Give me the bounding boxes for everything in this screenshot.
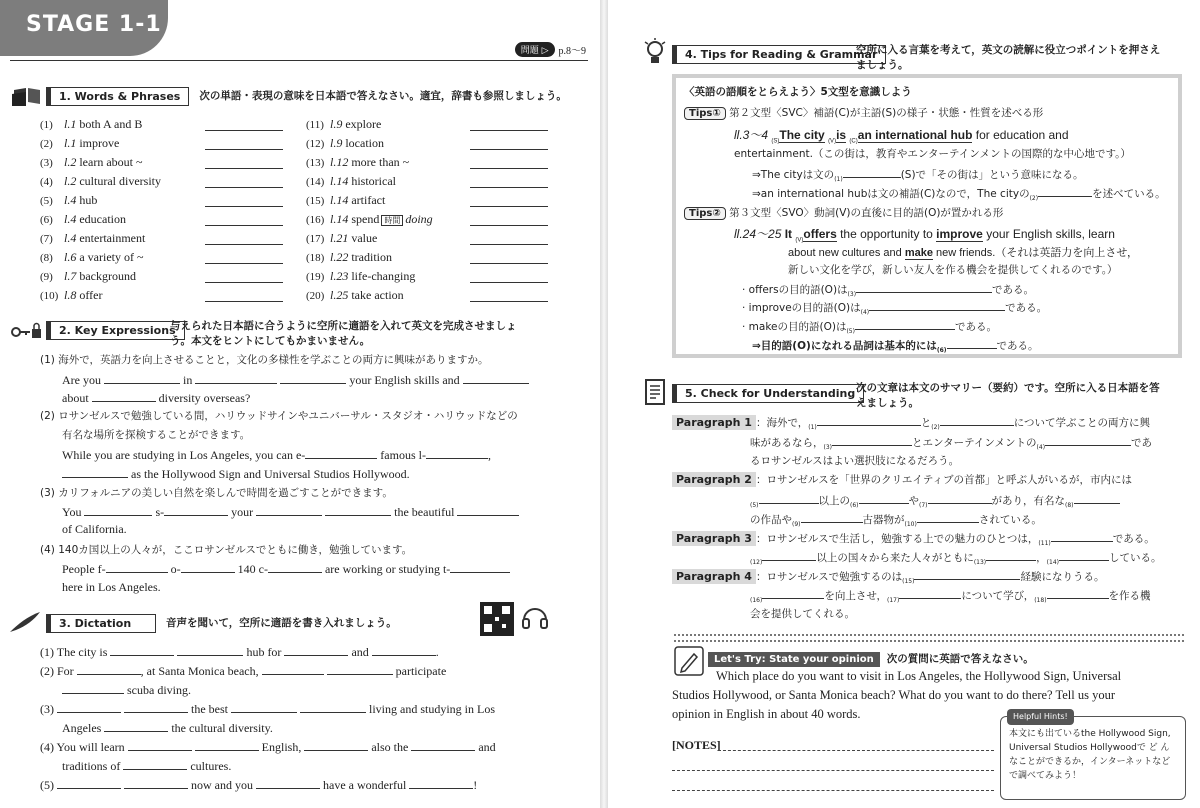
answer-blank[interactable] bbox=[77, 663, 141, 675]
answer-blank[interactable] bbox=[457, 504, 519, 516]
answer-blank[interactable] bbox=[1074, 492, 1120, 504]
answer-blank[interactable] bbox=[110, 644, 174, 656]
item-number: (4) bbox=[40, 176, 53, 188]
word-text: historical bbox=[351, 174, 396, 188]
answer-blank[interactable] bbox=[104, 372, 180, 384]
answer-blank[interactable] bbox=[1045, 434, 1131, 446]
word-text: location bbox=[345, 136, 384, 150]
line-reference: l.7 bbox=[64, 269, 77, 283]
section-2-header bbox=[46, 321, 185, 340]
notes-line[interactable] bbox=[672, 790, 994, 791]
answer-blank[interactable] bbox=[262, 663, 324, 675]
line-reference: l.1 bbox=[64, 136, 77, 150]
word-item bbox=[40, 288, 103, 303]
answer-blank[interactable] bbox=[300, 701, 366, 713]
item-number: (6) bbox=[40, 214, 53, 226]
notes-line[interactable] bbox=[672, 770, 994, 771]
key-q2-english-line1: While you are studying in Los Angeles, you can e- famous l- , bbox=[62, 448, 491, 462]
answer-blank[interactable] bbox=[256, 504, 322, 516]
line-reference: l.2 bbox=[64, 155, 77, 169]
key-q3-japanese: (3) カリフォルニアの美しい自然を楽しんで時間を過ごすことができます。 bbox=[40, 487, 393, 499]
word-text: value bbox=[351, 231, 378, 245]
answer-blank[interactable] bbox=[195, 372, 277, 384]
paragraph-4-line1: Paragraph 4 ：ロサンゼルスで勉強するのは$_{(15)}$ 経験になりうる。 bbox=[672, 568, 1104, 585]
word-item bbox=[40, 231, 146, 246]
answer-blank[interactable] bbox=[859, 492, 909, 504]
dictation-q3-line1: (3) the best living and studying in Los bbox=[40, 702, 495, 716]
word-item bbox=[306, 288, 404, 303]
line-reference: l.1 bbox=[64, 117, 77, 131]
item-number: (13) bbox=[306, 157, 325, 169]
word-text: hub bbox=[79, 193, 98, 207]
line-reference: l.9 bbox=[330, 136, 343, 150]
objective-improve: · improveの目的語(O)は$_{(4)}$ である。 bbox=[742, 299, 1047, 316]
line-reference: l.14 bbox=[330, 174, 349, 188]
word-item bbox=[40, 269, 136, 284]
word-text: learn about ~ bbox=[79, 155, 143, 169]
notebook-icon bbox=[642, 378, 668, 410]
answer-blank[interactable] bbox=[205, 176, 283, 188]
section-4-instruction-1: 空所に入る言葉を考えて，英文の読解に役立つポイントを押さえ bbox=[856, 44, 1161, 56]
tip2-pill: Tips② bbox=[684, 207, 726, 220]
answer-blank[interactable] bbox=[104, 720, 168, 732]
word-item bbox=[40, 212, 126, 227]
line-reference: l.23 bbox=[330, 269, 349, 283]
word-text: education bbox=[79, 212, 126, 226]
answer-blank[interactable] bbox=[759, 492, 819, 504]
word-text: both A and B bbox=[79, 117, 143, 131]
word-text: artifact bbox=[351, 193, 386, 207]
word-item bbox=[306, 231, 378, 246]
page-gutter bbox=[600, 0, 608, 808]
answer-blank[interactable] bbox=[762, 549, 816, 561]
answer-blank[interactable] bbox=[855, 318, 955, 330]
item-number: (7) bbox=[40, 233, 53, 245]
item-number: (11) bbox=[306, 119, 324, 131]
word-item bbox=[306, 269, 416, 284]
word-text: a variety of ~ bbox=[79, 250, 144, 264]
lets-try-question-2: Studios Hollywood, or Santa Monica beach? What do you want to do there? Tell us your bbox=[672, 688, 1116, 702]
dictation-q4-line1: (4) You will learn English, also the and bbox=[40, 740, 496, 754]
answer-blank[interactable] bbox=[128, 739, 192, 751]
divider-bottom bbox=[674, 640, 1184, 642]
section-4-instruction-2: ましょう。 bbox=[856, 59, 909, 71]
paragraph-2-line3: の作品や$_{(9)}$ 古器物が$_{(10)}$ されている。 bbox=[750, 511, 1042, 528]
notes-line[interactable] bbox=[718, 750, 994, 751]
book-icon bbox=[12, 86, 42, 110]
answer-blank[interactable] bbox=[986, 549, 1036, 561]
answer-blank[interactable] bbox=[92, 390, 156, 402]
answer-blank[interactable] bbox=[305, 447, 377, 459]
item-number: (3) bbox=[40, 157, 53, 169]
answer-blank[interactable] bbox=[409, 777, 473, 789]
dictation-q2-line1: (2) For , at Santa Monica beach, participate bbox=[40, 664, 447, 678]
answer-blank[interactable] bbox=[268, 561, 322, 573]
page-ref-pages: p.8〜9 bbox=[558, 46, 586, 57]
word-item bbox=[306, 117, 382, 132]
paragraph-4-line3: 会を提供してくれる。 bbox=[750, 608, 855, 620]
headphones-icon bbox=[520, 602, 550, 636]
answer-blank[interactable] bbox=[947, 337, 997, 349]
key-q3-english-line2: of California. bbox=[62, 522, 127, 536]
hint-line-2: Universal Studios Hollywoodで ど ん bbox=[1009, 743, 1170, 753]
top-rule bbox=[10, 60, 588, 61]
answer-blank[interactable] bbox=[470, 176, 548, 188]
key-q1-english-line2: about diversity overseas? bbox=[62, 391, 251, 405]
answer-blank[interactable] bbox=[1051, 530, 1113, 542]
word-text: explore bbox=[345, 117, 382, 131]
right-page bbox=[608, 0, 1200, 808]
answer-blank[interactable] bbox=[205, 233, 283, 245]
dictation-q4-line2: traditions of cultures. bbox=[62, 759, 232, 773]
line-reference: l.4 bbox=[64, 231, 77, 245]
page-ref-badge: 問題 ▷ bbox=[515, 42, 555, 57]
answer-blank[interactable] bbox=[801, 511, 863, 523]
answer-blank[interactable] bbox=[817, 414, 921, 426]
section-3-header bbox=[46, 614, 397, 633]
tip1-example-line1: ll.3〜4 $_{(S)}$The city $_{(V)}$is $_{(C)}$an international hub for education and bbox=[734, 128, 1069, 145]
key-q1-japanese: (1) 海外で，英語力を向上させることと，文化の多様性を学ぶことの両方に興味がありますか。 bbox=[40, 354, 489, 366]
answer-blank[interactable] bbox=[928, 492, 992, 504]
item-number: (10) bbox=[40, 290, 59, 302]
answer-blank[interactable] bbox=[832, 434, 912, 446]
answer-blank[interactable] bbox=[164, 504, 228, 516]
answer-blank[interactable] bbox=[470, 195, 548, 207]
answer-blank[interactable] bbox=[205, 157, 283, 169]
word-item bbox=[306, 174, 396, 189]
item-number: (12) bbox=[306, 138, 325, 150]
answer-blank[interactable] bbox=[62, 466, 128, 478]
objective-offers: · offersの目的語(O)は$_{(3)}$ である。 bbox=[742, 281, 1034, 298]
answer-blank[interactable] bbox=[205, 214, 283, 226]
answer-blank[interactable] bbox=[470, 252, 548, 264]
answer-blank[interactable] bbox=[205, 252, 283, 264]
answer-blank[interactable] bbox=[62, 682, 124, 694]
helpful-hints-tag: Helpful Hints! bbox=[1007, 709, 1074, 725]
answer-blank[interactable] bbox=[470, 233, 548, 245]
paragraph-4-pill: Paragraph 4 bbox=[672, 569, 756, 584]
answer-blank[interactable] bbox=[205, 290, 283, 302]
answer-blank[interactable] bbox=[470, 119, 548, 131]
answer-blank[interactable] bbox=[869, 299, 1005, 311]
answer-blank[interactable] bbox=[284, 644, 348, 656]
item-number: (20) bbox=[306, 290, 325, 302]
answer-blank[interactable] bbox=[205, 119, 283, 131]
answer-blank[interactable] bbox=[280, 372, 346, 384]
section-4-header bbox=[672, 45, 886, 64]
key-q4-japanese: (4) 140カ国以上の人々が，ここロサンゼルスでともに働き，勉強しています。 bbox=[40, 544, 413, 556]
section-5-header bbox=[672, 384, 864, 403]
line-reference: l.12 bbox=[330, 155, 349, 169]
section-5-instruction-2: えましょう。 bbox=[856, 397, 919, 409]
paragraph-2-line1: Paragraph 2 ：ロサンゼルスを「世界のクリエイティブの首都」と呼ぶ人がいるが，市内には bbox=[672, 472, 1132, 487]
quill-pen-icon bbox=[8, 610, 42, 638]
answer-blank[interactable] bbox=[124, 701, 188, 713]
answer-blank[interactable] bbox=[411, 739, 475, 751]
section-2-instruction-1: 与えられた日本語に合うように空所に適語を入れて英文を完成させましょ bbox=[170, 320, 517, 332]
qr-code-icon[interactable] bbox=[480, 602, 514, 640]
answer-blank[interactable] bbox=[195, 739, 259, 751]
item-number: (9) bbox=[40, 271, 53, 283]
item-number: (2) bbox=[40, 138, 53, 150]
answer-blank[interactable] bbox=[470, 214, 548, 226]
tip1-pill: Tips① bbox=[684, 107, 726, 120]
word-item bbox=[40, 117, 143, 132]
answer-blank[interactable] bbox=[177, 644, 243, 656]
paragraph-3-line2: $_{(12)}$ 以上の国々から来た人々がともに$_{(13)}$ ，$_{(14)}$ している。 bbox=[750, 549, 1161, 566]
dictation-q3-line2: Angeles the cultural diversity. bbox=[62, 721, 273, 735]
paragraph-1-pill: Paragraph 1 bbox=[672, 415, 756, 430]
item-number: (14) bbox=[306, 176, 325, 188]
objective-part-of-speech: ⇒目的語(O)になれる品詞は基本的には$_{(6)}$ である。 bbox=[752, 337, 1039, 354]
paragraph-2-line2: $_{(5)}$ 以上の$_{(6)}$ や$_{(7)}$ があり，有名な$_{(8)}$ bbox=[750, 492, 1120, 509]
word-item bbox=[40, 250, 144, 265]
answer-blank[interactable] bbox=[426, 447, 488, 459]
answer-blank[interactable] bbox=[372, 644, 436, 656]
paragraph-4-line2: $_{(16)}$ を向上させ，$_{(17)}$ について学び，$_{(18)}$ を作る機 bbox=[750, 587, 1151, 604]
word-text: improve bbox=[79, 136, 120, 150]
answer-blank[interactable] bbox=[327, 663, 393, 675]
section-5-instruction-1: 次の文章は本文のサマリー（要約）です。空所に入る日本語を答 bbox=[856, 382, 1160, 394]
word-item bbox=[306, 155, 410, 170]
key-q1-english-line1: Are you in your English skills and bbox=[62, 372, 529, 388]
paragraph-3-line1: Paragraph 3 ：ロサンゼルスで生活し，勉強する上での魅力のひとつは，$_{(11)}$ である。 bbox=[672, 530, 1155, 547]
section-1-instruction: 次の単語・表現の意味を日本語で答えなさい。適宜，辞書も参照しましょう。 bbox=[199, 90, 567, 102]
dictation-q1: (1) The city is hub for and . bbox=[40, 645, 439, 659]
paragraph-2-pill: Paragraph 2 bbox=[672, 472, 756, 487]
answer-blank[interactable] bbox=[205, 138, 283, 150]
answer-blank[interactable] bbox=[463, 372, 529, 384]
answer-blank[interactable] bbox=[256, 777, 320, 789]
answer-blank[interactable] bbox=[1038, 185, 1092, 197]
tip1-question-a: ⇒The cityは文の$_{(1)}$ (S)で「その街は」という意味になる。 bbox=[752, 166, 1084, 183]
answer-blank[interactable] bbox=[899, 587, 961, 599]
item-number: (17) bbox=[306, 233, 325, 245]
tip2-example-line3: 新しい文化を学び，新しい友人を作る機会を提供してくれるのです。） bbox=[788, 264, 1118, 276]
tips-box bbox=[672, 74, 1182, 358]
section-4-label: 4. Tips for Reading & Grammar bbox=[672, 45, 886, 64]
divider-top bbox=[674, 634, 1184, 636]
word-item bbox=[40, 136, 120, 151]
key-q2-japanese-2: 有名な場所を探検することができます。 bbox=[62, 429, 251, 441]
answer-blank[interactable] bbox=[917, 511, 979, 523]
notes-label: [NOTES] bbox=[672, 738, 721, 752]
answer-blank[interactable] bbox=[762, 587, 824, 599]
tip2-example-line1: ll.24〜25 It $_{(V)}$offers the opportunity to improve your English skills, learn bbox=[734, 227, 1115, 244]
line-reference: l.2 bbox=[64, 174, 77, 188]
item-number: (18) bbox=[306, 252, 325, 264]
item-number: (5) bbox=[40, 195, 53, 207]
lets-try-question-1: Which place do you want to visit in Los Angeles, the Hollywood Sign, Universal bbox=[716, 669, 1122, 683]
tip2-example-line2: about new cultures and make new friends.（それは英語力を向上させ， bbox=[788, 247, 1138, 259]
word-item bbox=[40, 193, 98, 208]
hint-line-1: 本文にも出ているthe Hollywood Sign, bbox=[1009, 729, 1171, 739]
tip1-example-line2: entertainment.（この街は，教育やエンターテインメントの国際的な中心地です。） bbox=[734, 148, 1131, 160]
word-text: offer bbox=[79, 288, 103, 302]
item-number: (8) bbox=[40, 252, 53, 264]
section-1-header bbox=[46, 87, 567, 106]
answer-blank[interactable] bbox=[123, 758, 187, 770]
lets-try-header bbox=[708, 651, 1034, 666]
lightbulb-icon bbox=[644, 38, 666, 72]
line-reference: l.22 bbox=[330, 250, 349, 264]
word-text: background bbox=[79, 269, 136, 283]
helpful-hints-box bbox=[1000, 712, 1186, 800]
answer-blank[interactable] bbox=[57, 701, 121, 713]
word-item bbox=[306, 250, 393, 265]
answer-blank[interactable] bbox=[304, 739, 368, 751]
section-3-instruction: 音声を聞いて，空所に適語を書き入れましょう。 bbox=[166, 617, 397, 629]
answer-blank[interactable] bbox=[470, 271, 548, 283]
answer-blank[interactable] bbox=[84, 504, 152, 516]
objective-make: · makeの目的語(O)は$_{(5)}$ である。 bbox=[742, 318, 997, 335]
answer-blank[interactable] bbox=[470, 290, 548, 302]
time-badge: 時間 bbox=[381, 215, 403, 226]
tips-title: 〈英語の語順をとらえよう〉5文型を意識しよう bbox=[684, 86, 912, 98]
hint-line-4: で調べてみよう！ bbox=[1009, 771, 1082, 781]
paragraph-1-line1: Paragraph 1 ：海外で，$_{(1)}$ と$_{(2)}$ について学ぶことの両方に興 bbox=[672, 414, 1150, 431]
line-reference: l.14 bbox=[330, 212, 349, 226]
word-item bbox=[40, 174, 161, 189]
answer-blank[interactable] bbox=[470, 138, 548, 150]
word-item bbox=[306, 136, 384, 151]
word-text: life-changing bbox=[351, 269, 416, 283]
answer-blank[interactable] bbox=[1047, 587, 1109, 599]
lets-try-question-3: opinion in English in about 40 words. bbox=[672, 707, 861, 721]
answer-blank[interactable] bbox=[57, 777, 121, 789]
section-5-label: 5. Check for Understanding bbox=[672, 384, 864, 403]
page-reference bbox=[515, 42, 586, 57]
answer-blank[interactable] bbox=[450, 561, 510, 573]
pencil-icon bbox=[674, 646, 704, 680]
key-q2-japanese-1: (2) ロサンゼルスで勉強している間，ハリウッドサインやユニバーサル・スタジオ・ハリウッドなどの bbox=[40, 410, 518, 422]
dictation-q5: (5) now and you have a wonderful ! bbox=[40, 778, 478, 792]
tip1-question-b: ⇒an international hubは文の補語(C)なので，The cityの$_{(2)}$ を述べている。 bbox=[752, 185, 1166, 202]
line-reference: l.4 bbox=[64, 212, 77, 226]
word-text: more than ~ bbox=[351, 155, 410, 169]
word-text: entertainment bbox=[79, 231, 146, 245]
word-text: spend bbox=[351, 212, 380, 226]
paragraph-1-line3: るロサンゼルスはよい選択肢になるだろう。 bbox=[750, 455, 960, 467]
item-number: (15) bbox=[306, 195, 325, 207]
answer-blank[interactable] bbox=[231, 701, 297, 713]
line-reference: l.21 bbox=[330, 231, 349, 245]
section-2-label: 2. Key Expressions bbox=[46, 321, 185, 340]
section-3-label: 3. Dictation bbox=[46, 614, 156, 633]
word-text: cultural diversity bbox=[79, 174, 161, 188]
tip1-header: Tips① 第２文型〈SVC〉補語(C)が主語(S)の様子・状態・性質を述べる形 bbox=[684, 105, 1043, 120]
line-reference: l.9 bbox=[330, 117, 343, 131]
answer-blank[interactable] bbox=[325, 504, 391, 516]
answer-blank[interactable] bbox=[856, 281, 992, 293]
answer-blank[interactable] bbox=[940, 414, 1014, 426]
word-item bbox=[40, 155, 143, 170]
item-number: (1) bbox=[40, 119, 53, 131]
line-reference: l.25 bbox=[330, 288, 349, 302]
word-text: tradition bbox=[351, 250, 393, 264]
word-tail: doing bbox=[405, 212, 433, 226]
line-reference: l.14 bbox=[330, 193, 349, 207]
answer-blank[interactable] bbox=[1059, 549, 1109, 561]
key-lock-icon bbox=[10, 322, 42, 344]
section-2-instruction-2: う。本文をヒントにしてもかまいません。 bbox=[170, 335, 371, 347]
line-reference: l.6 bbox=[64, 250, 77, 264]
answer-blank[interactable] bbox=[181, 561, 235, 573]
hint-line-3: なことができるか，インターネットなど bbox=[1009, 757, 1171, 767]
word-item bbox=[306, 193, 386, 208]
stage-tab: STAGE 1-1 bbox=[0, 0, 168, 56]
key-q2-english-line2: as the Hollywood Sign and Universal Studios Hollywood. bbox=[62, 466, 410, 482]
answer-blank[interactable] bbox=[124, 777, 188, 789]
word-text: take action bbox=[351, 288, 404, 302]
key-q4-english-line1: People f- o- 140 c- are working or studying t- bbox=[62, 561, 510, 577]
answer-blank[interactable] bbox=[205, 195, 283, 207]
line-reference: l.8 bbox=[64, 288, 77, 302]
lets-try-instruction: 次の質問に英語で答えなさい。 bbox=[886, 653, 1034, 665]
word-item bbox=[306, 212, 433, 227]
answer-blank[interactable] bbox=[106, 561, 168, 573]
answer-blank[interactable] bbox=[914, 568, 1020, 580]
paragraph-1-line2: 味があるなら，$_{(3)}$ とエンターテインメントの$_{(4)}$ であ bbox=[750, 434, 1152, 451]
answer-blank[interactable] bbox=[205, 271, 283, 283]
line-reference: l.4 bbox=[64, 193, 77, 207]
key-q3-english-line1: You s- your the beautiful bbox=[62, 504, 519, 520]
lets-try-label: Let's Try: State your opinion bbox=[708, 652, 880, 667]
section-1-label: 1. Words & Phrases bbox=[46, 87, 189, 106]
paragraph-3-pill: Paragraph 3 bbox=[672, 531, 756, 546]
item-number: (16) bbox=[306, 214, 325, 226]
tip2-header: Tips② 第３文型〈SVO〉動詞(V)の直後に目的語(O)が置かれる形 bbox=[684, 205, 1003, 220]
dictation-q2-line2: scuba diving. bbox=[62, 682, 191, 698]
item-number: (19) bbox=[306, 271, 325, 283]
key-q4-english-line2: here in Los Angeles. bbox=[62, 580, 161, 594]
answer-blank[interactable] bbox=[843, 166, 901, 178]
answer-blank[interactable] bbox=[470, 157, 548, 169]
